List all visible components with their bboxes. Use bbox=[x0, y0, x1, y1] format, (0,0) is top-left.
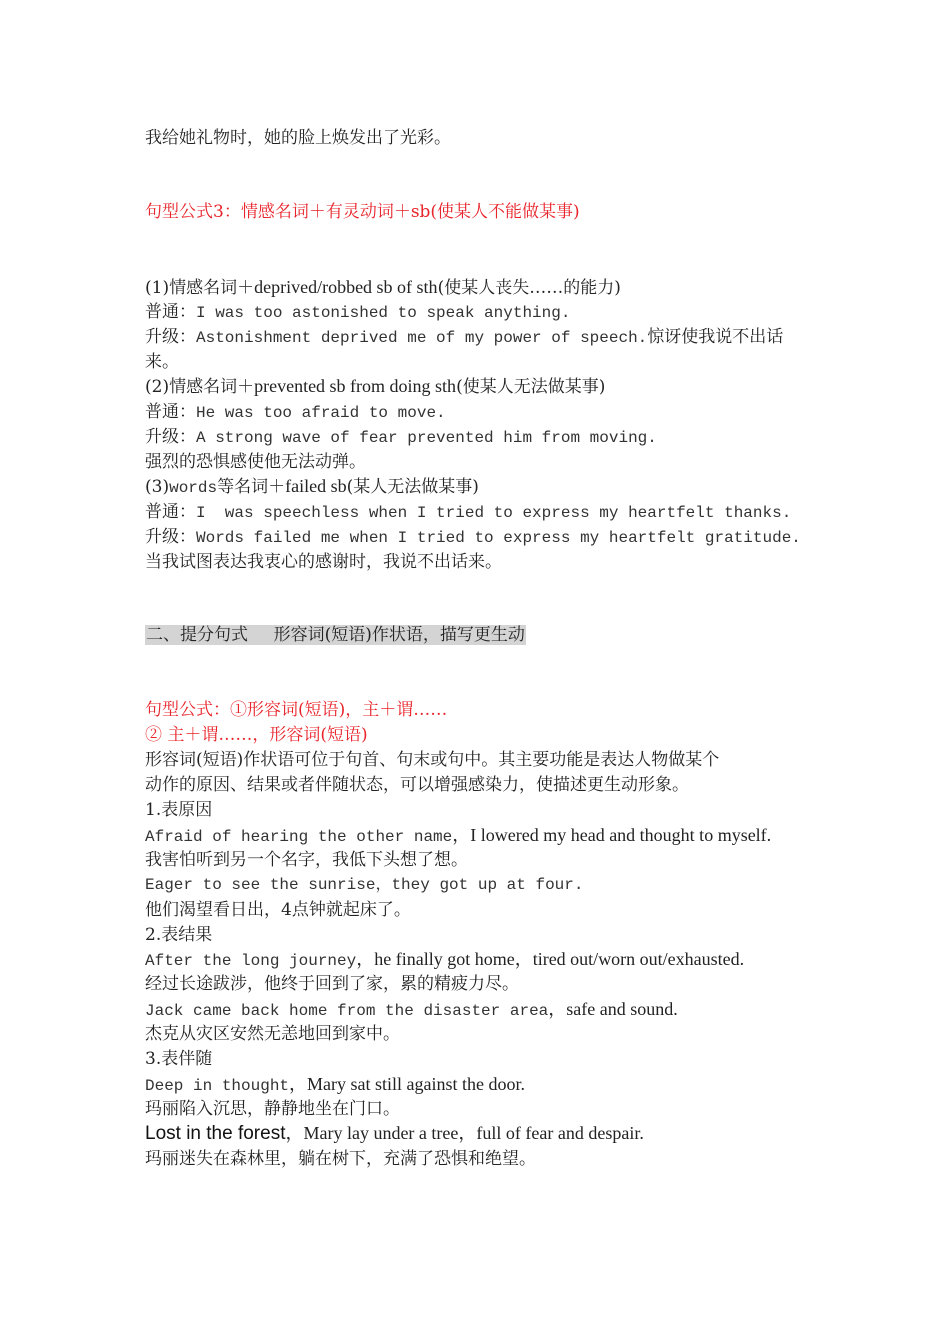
formula3-item3-heading: (3)words等名词＋failed sb(某人无法做某事) bbox=[145, 476, 479, 497]
accompany-example1-en: Deep in thought，Mary sat still against the door. bbox=[145, 1074, 525, 1095]
formula3-item2-upgrade: 升级：A strong wave of fear prevented him from moving. bbox=[145, 427, 657, 447]
formula3-item1-normal: 普通：I was too astonished to speak anything. bbox=[145, 302, 571, 322]
section2-formula-line2: ② 主＋谓……，形容词(短语) bbox=[145, 725, 368, 745]
accompany-example1-cn: 玛丽陷入沉思，静静地坐在门口。 bbox=[145, 1099, 400, 1119]
formula3-item1-upgrade-cont: 来。 bbox=[145, 352, 179, 372]
section2-heading: 二、提分句式 形容词(短语)作状语，描写更生动 bbox=[146, 625, 525, 645]
formula3-title: 句型公式3：情感名词＋有灵动词＋sb(使某人不能做某事) bbox=[145, 202, 580, 222]
result-example1-cn: 经过长途跋涉，他终于回到了家，累的精疲力尽。 bbox=[145, 974, 519, 994]
accompany-example2-cn: 玛丽迷失在森林里，躺在树下，充满了恐惧和绝望。 bbox=[145, 1149, 536, 1169]
formula3-item2-translation: 强烈的恐惧感使他无法动弹。 bbox=[145, 452, 366, 472]
formula3-item1-heading: (1)情感名词＋deprived/robbed sb of sth(使某人丧失……的能力) bbox=[145, 277, 621, 298]
result-label: 2.表结果 bbox=[145, 925, 213, 945]
section2-description-line2: 动作的原因、结果或者伴随状态，可以增强感染力，使描述更生动形象。 bbox=[145, 775, 689, 795]
reason-example1-en: Afraid of hearing the other name，I lowered my head and thought to myself. bbox=[145, 825, 772, 846]
formula3-item3-translation: 当我试图表达我衷心的感谢时，我说不出话来。 bbox=[145, 552, 502, 572]
formula3-item2-normal: 普通：He was too afraid to move. bbox=[145, 402, 446, 422]
formula3-item3-normal: 普通：I was speechless when I tried to express my heartfelt thanks. bbox=[145, 502, 792, 522]
reason-example1-cn: 我害怕听到另一个名字，我低下头想了想。 bbox=[145, 850, 468, 870]
result-example2-en: Jack came back home from the disaster area，safe and sound. bbox=[145, 999, 678, 1020]
reason-example2-en: Eager to see the sunrise，they got up at four. bbox=[145, 876, 584, 894]
reason-example2-cn: 他们渴望看日出，4点钟就起床了。 bbox=[145, 900, 411, 920]
formula3-item1-upgrade: 升级：Astonishment deprived me of my power of speech.惊讶使我说不出话 bbox=[145, 327, 784, 347]
formula3-item2-heading: (2)情感名词＋prevented sb from doing sth(使某人无法做某事) bbox=[145, 376, 606, 397]
accompany-example2-en: Lost in the forest，Mary lay under a tree，full of fear and despair. bbox=[145, 1123, 644, 1144]
section2-formula-line1: 句型公式：①形容词(短语)，主＋谓…… bbox=[145, 700, 448, 720]
reason-label: 1.表原因 bbox=[145, 800, 213, 820]
accompany-label: 3.表伴随 bbox=[145, 1049, 213, 1069]
result-example2-cn: 杰克从灾区安然无恙地回到家中。 bbox=[145, 1024, 400, 1044]
formula3-item3-upgrade: 升级：Words failed me when I tried to express my heartfelt gratitude. bbox=[145, 527, 801, 547]
section2-description-line1: 形容词(短语)作状语可位于句首、句末或句中。其主要功能是表达人物做某个 bbox=[145, 750, 720, 770]
intro-sentence: 我给她礼物时，她的脸上焕发出了光彩。 bbox=[145, 128, 451, 148]
result-example1-en: After the long journey，he finally got home，tired out/worn out/exhausted. bbox=[145, 949, 745, 970]
